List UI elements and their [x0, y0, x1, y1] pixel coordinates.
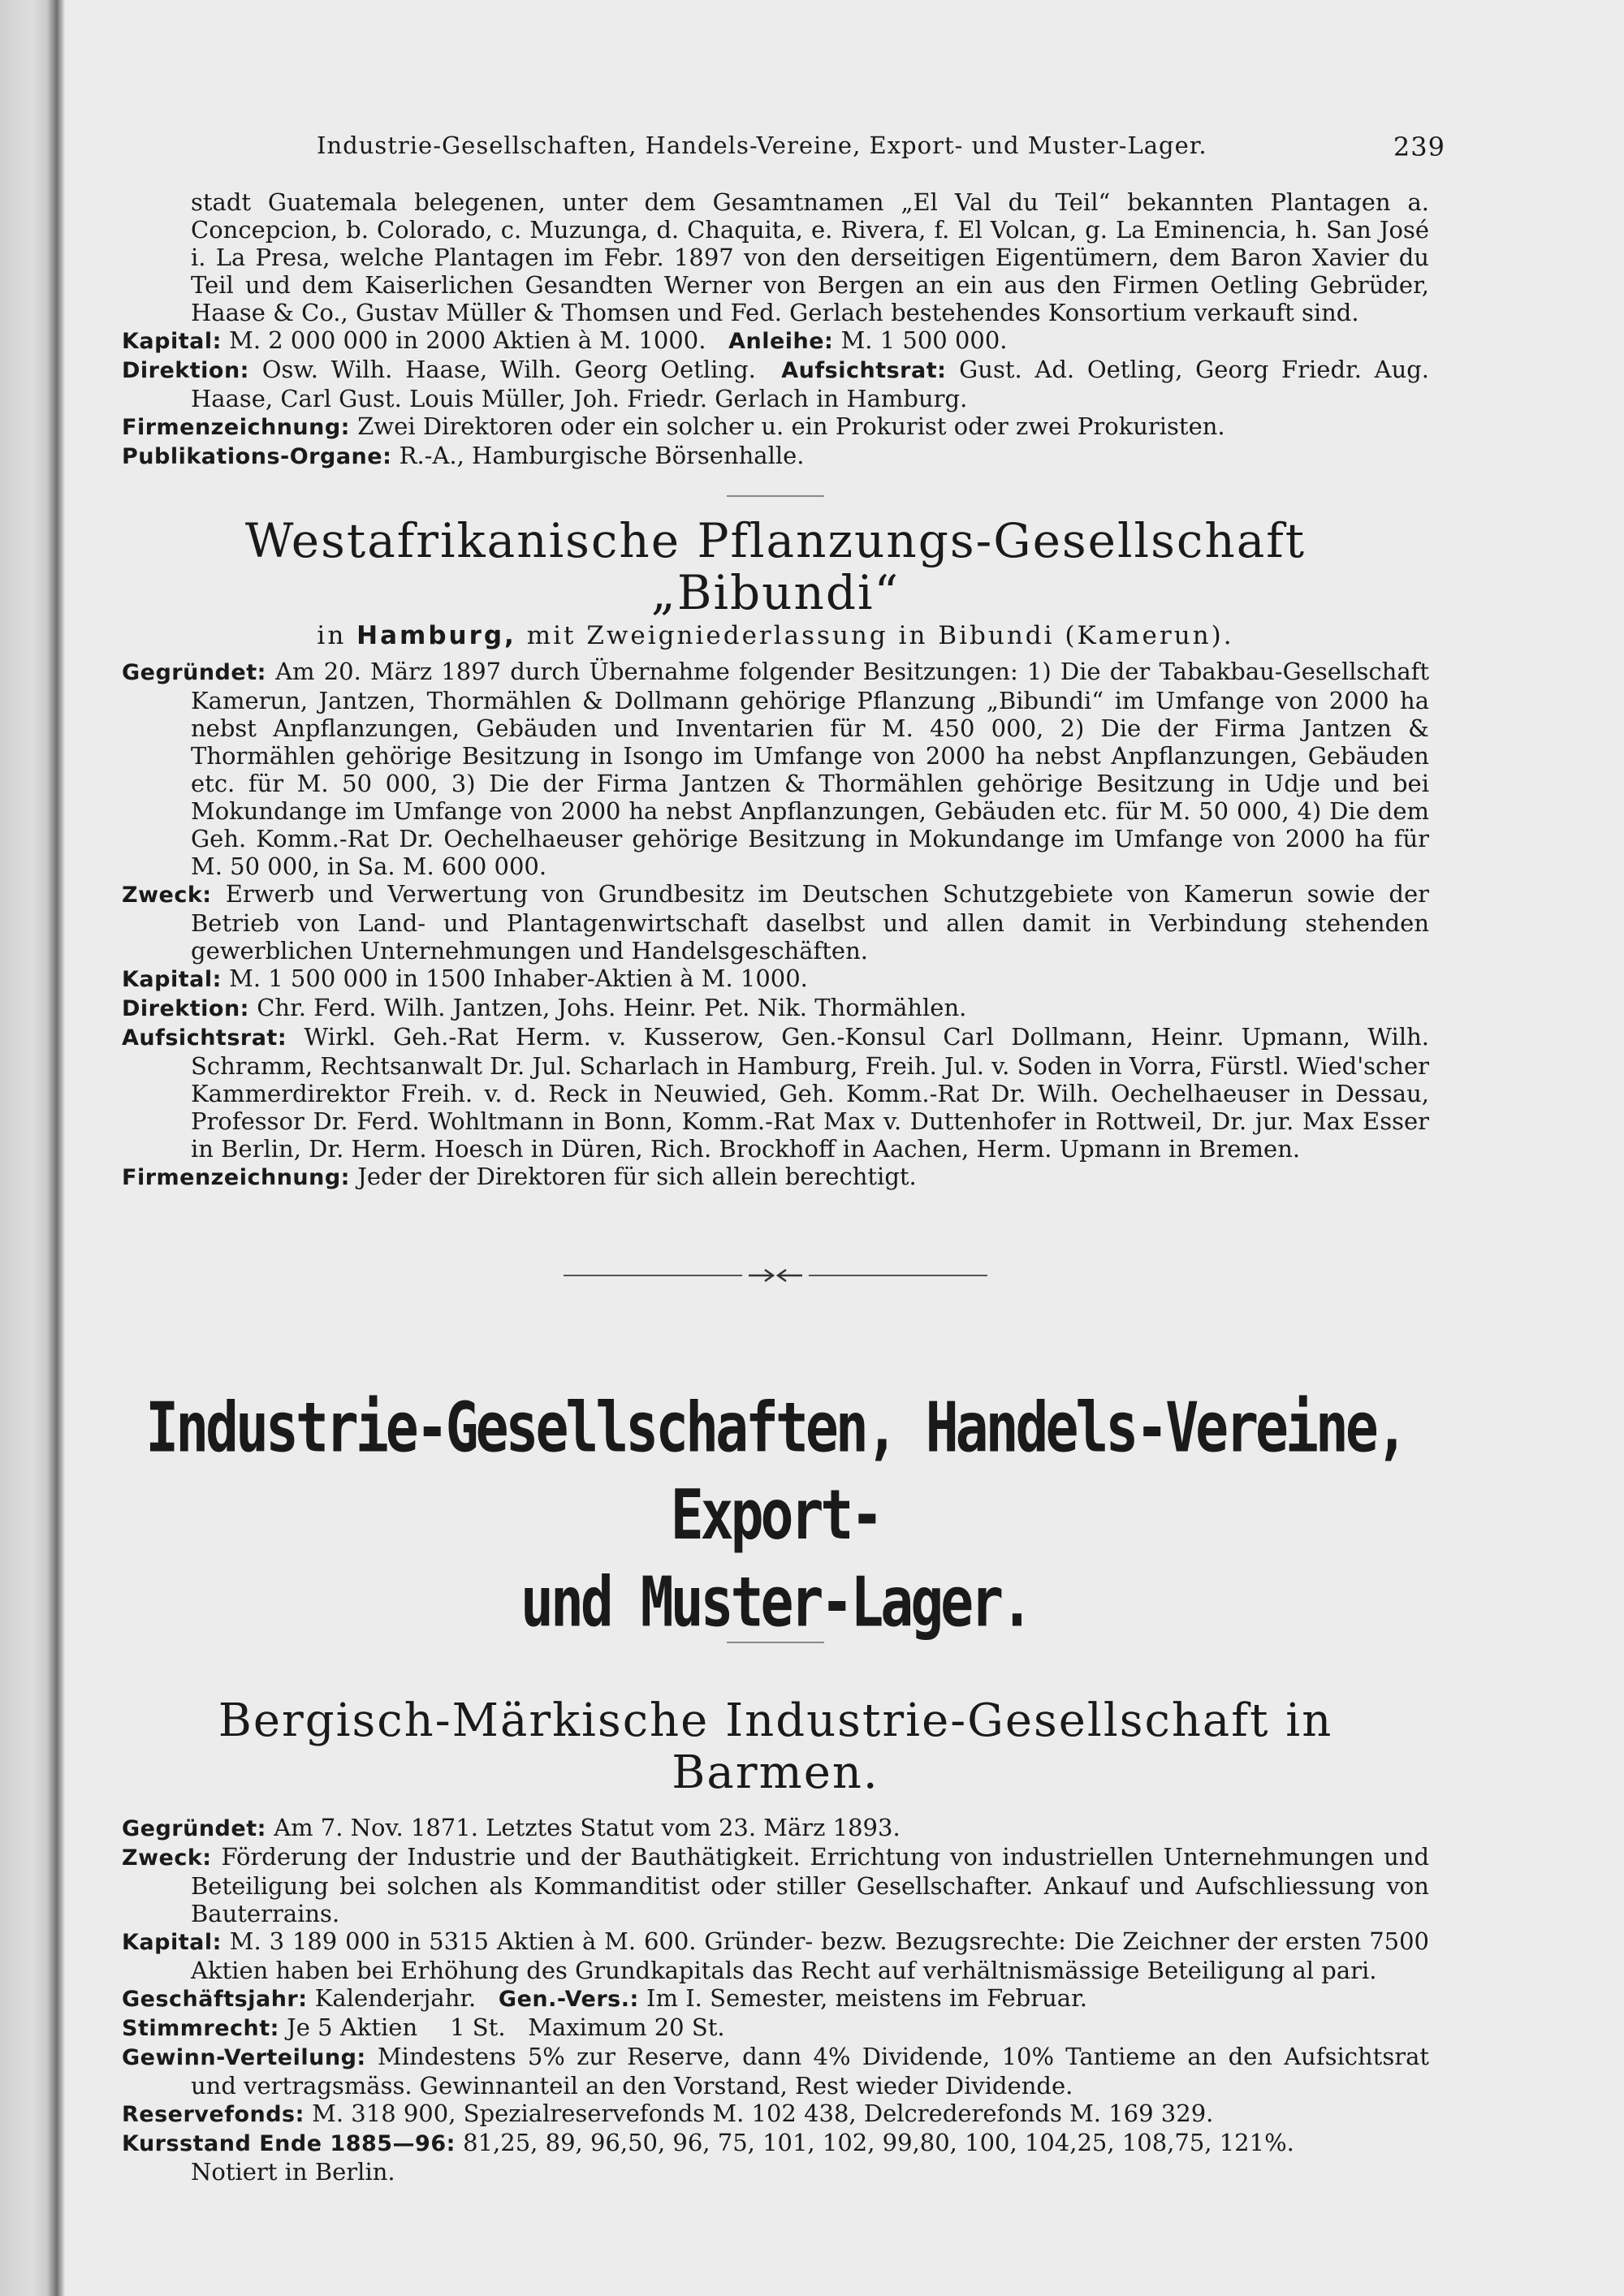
entry-continuation-text: stadt Guatemala belegenen, unter dem Gesamtnamen „El Val du Teil“ bekannten Plantagen a. Concepcion, b. Colorado, c. Muzunga, d. Chaquita, e. Rivera, f. El Volcan, g. La Eminencia, h. San José i. La Presa, welche Plantagen im Febr. 1897 von den derseitigen Eigentümern, dem Baron Xavier du Teil und dem Kaiserlichen Gesandten Werner von Bergen an ein aus den Firmen Oetling Gebrüder, Haase & Co., Gustav Müller & Thomsen und Fed. Gerlach bestehendes Konsortium verkauft sind. [191, 188, 1429, 326]
entry3-kapital: Kapital: M. 3 189 000 in 5315 Aktien à M. 600. Gründer- bezw. Bezugsrechte: Die Zeichner der ersten 7500 Aktien haben bei Erhöhung des Grundkapitals das Recht auf verhältnismässige Beteiligung al pari. [122, 1927, 1429, 1984]
company-title: Bergisch-Märkische Industrie-Gesellschaft in Barmen. [218, 1694, 1333, 1799]
entry2-firmenzeichnung: Firmenzeichnung: Jeder der Direktoren für sich allein berechtigt. [122, 1163, 917, 1190]
divider-rule [727, 495, 824, 497]
company-title: Westafrikanische Pflanzungs-Gesellschaft „Bibundi“ [244, 513, 1307, 620]
arrow-ornament-icon [747, 1267, 804, 1284]
section-heading-line2: und Muster-Lager. [520, 1562, 1030, 1643]
page-body [122, 188, 1429, 2186]
entry3-zweck: Zweck: Förderung der Industrie und der Bauthätigkeit. Errichtung von industriellen Unternehmungen und Beteiligung bei solchen als Kommanditist oder stiller Gesellschafter. Ankauf und Aufschliessung von Bauterrains. [122, 1843, 1430, 1927]
entry2-aufsichtsrat: Aufsichtsrat: Wirkl. Geh.-Rat Herm. v. Kusserow, Gen.-Konsul Carl Dollmann, Heinr. Upmann, Wilh. Schramm, Rechtsanwalt Dr. Jul. Scharlach in Hamburg, Freih. Jul. v. Soden in Vorra, Fürstl. Wied'scher Kammerdirektor Freih. v. d. Reck in Neuwied, Geh. Komm.-Rat Dr. Wilh. Oechelhaeuser in Dessau, Professor Dr. Ferd. Wohltmann in Bonn, Komm.-Rat Max v. Duttenhofer in Rottweil, Dr. jur. Max Esser in Berlin, Dr. Herm. Hoesch in Düren, Rich. Brockhoff in Aachen, Herm. Upmann in Bremen. [122, 1023, 1429, 1163]
section-heading-line1: Industrie-Gesellschaften, Handels-Vereine, Export- [145, 1388, 1406, 1556]
entry3-geschaeftsjahr: Geschäftsjahr: Kalenderjahr. Gen.-Vers.: Im I. Semester, meistens im Februar. [122, 1984, 1087, 2012]
page-number: 239 [1393, 132, 1445, 162]
company-subtitle: in Hamburg, mit Zweigniederlassung in Bibundi (Kamerun). [317, 621, 1234, 650]
entry2-gegruendet: Gegründet: Am 20. März 1897 durch Übernahme folgender Besitzungen: 1) Die der Tabakbau-Gesellschaft Kamerun, Jantzen, Thormählen & Dollmann gehörige Pflanzung „Bibundi“ im Umfange von 2000 ha nebst Anpflanzungen, Gebäuden und Inventarien für M. 450 000, 2) Die der Firma Jantzen & Thormählen gehörige Besitzung in Isongo im Umfange von 2000 ha nebst Anpflanzungen, Gebäuden etc. für M. 50 000, 3) Die der Firma Jantzen & Thormählen gehörige Besitzung in Udje und bei Mokundange im Umfange von 2000 ha nebst Anpflanzungen, Gebäuden etc. für M. 50 000, 4) Die dem Geh. Komm.-Rat Dr. Oechelhaeuser gehörige Besitzung in Mokundange im Umfange von 2000 ha für M. 50 000, in Sa. M. 600 000. [122, 658, 1429, 880]
entry1-publikation: Publikations-Organe: R.-A., Hamburgische Börsenhalle. [122, 442, 805, 469]
section-heading [122, 1385, 1429, 1647]
entry2-kapital: Kapital: M. 1 500 000 in 1500 Inhaber-Aktien à M. 1000. [122, 965, 808, 992]
entry1-direktion: Direktion: Osw. Wilh. Haase, Wilh. Georg Oetling. Aufsichtsrat: Gust. Ad. Oetling, Georg Friedr. Aug. Haase, Carl Gust. Louis Müller, Joh. Friedr. Gerlach in Hamburg. [122, 356, 1430, 412]
entry3-gegruendet: Gegründet: Am 7. Nov. 1871. Letztes Statut vom 23. März 1893. [122, 1814, 901, 1841]
entry1-firmenzeichnung: Firmenzeichnung: Zwei Direktoren oder ein solcher u. ein Prokurist oder zwei Prokuristen. [122, 412, 1225, 440]
entry2-zweck: Zweck: Erwerb und Verwertung von Grundbesitz im Deutschen Schutzgebiete von Kamerun sowie der Betrieb von Land- und Plantagenwirtschaft daselbst und allen damit in Verbindung stehenden gewerblichen Unternehmungen und Handelsgeschäften. [122, 880, 1429, 965]
running-head-title: Industrie-Gesellschaften, Handels-Vereine, Export- und Muster-Lager. [317, 132, 1207, 159]
entry1-kapital: Kapital: M. 2 000 000 in 2000 Aktien à M. 1000. Anleihe: M. 1 500 000. [122, 326, 1008, 354]
entry3-kursstand: Kursstand Ende 1885—96: 81,25, 89, 96,50, 96, 75, 101, 102, 99,80, 100, 104,25, 108,75, 121%. [122, 2129, 1294, 2156]
entry3-reservefonds: Reservefonds: M. 318 900, Spezialreservefonds M. 102 438, Delcrederefonds M. 169 329. [122, 2100, 1214, 2127]
section-ornament [122, 1263, 1429, 1288]
entry-bergisch-maerkische [122, 1695, 1429, 2186]
running-head [317, 132, 1445, 162]
entry3-notiert: Notiert in Berlin. [191, 2158, 395, 2186]
book-spine-shadow [0, 0, 65, 2296]
entry-bibundi [122, 515, 1429, 1192]
entry3-gewinn-verteilung: Gewinn-Verteilung: Mindestens 5% zur Reserve, dann 4% Dividende, 10% Tantieme an den Aufsichtsrat und vertragsmäss. Gewinnanteil an den Vorstand, Rest wieder Dividende. [122, 2043, 1430, 2100]
entry2-direktion: Direktion: Chr. Ferd. Wilh. Jantzen, Johs. Heinr. Pet. Nik. Thormählen. [122, 994, 967, 1021]
entry3-stimmrecht: Stimmrecht: Je 5 Aktien 1 St. Maximum 20 St. [122, 2013, 725, 2041]
entry-continued [122, 188, 1429, 471]
